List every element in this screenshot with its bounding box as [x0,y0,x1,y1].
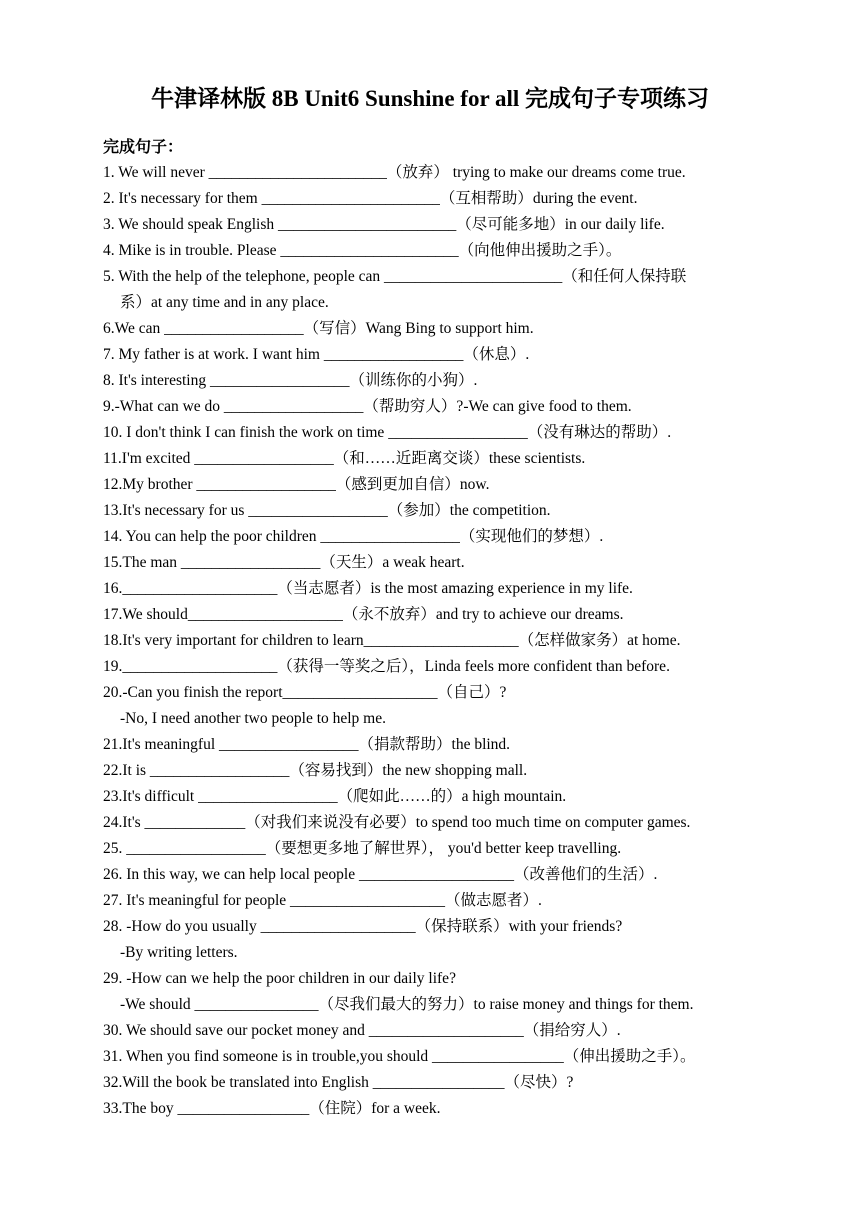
exercise-line-continuation: 系）at any time and in any place. [120,294,329,311]
exercise-line: 15.The man __________________（天生）a weak heart. [103,554,465,571]
exercise-line: 6.We can __________________（写信）Wang Bing to support him. [103,320,534,337]
exercise-line: 25. __________________（要想更多地了解世界）， you'd better keep travelling. [103,840,622,857]
exercise-line: 7. My father is at work. I want him __________________（休息）. [103,346,530,363]
exercise-line: 24.It's _____________（对我们来说没有必要）to spend too much time on computer games. [103,814,691,831]
exercise-line: 21.It's meaningful __________________（捐款帮助）the blind. [103,736,511,753]
exercise-line-answer: -We should ________________（尽我们最大的努力）to raise money and things for them. [120,996,694,1013]
exercise-line: 2. It's necessary for them _______________________（互相帮助）during the event. [103,190,638,207]
exercise-line: 14. You can help the poor children __________________（实现他们的梦想）. [103,528,604,545]
exercise-line: 27. It's meaningful for people ____________________（做志愿者）. [103,892,542,909]
exercise-list [103,160,763,1122]
exercise-line: 10. I don't think I can finish the work on time __________________（没有琳达的帮助）. [103,424,672,441]
exercise-line: 32.Will the book be translated into English _________________（尽快）? [103,1074,574,1091]
exercise-line: 4. Mike is in trouble. Please _______________________（向他伸出援助之手）。 [103,242,622,259]
exercise-line: 31. When you find someone is in trouble,you should _________________（伸出援助之手）。 [103,1048,696,1065]
exercise-line: 33.The boy _________________（住院）for a week. [103,1100,441,1117]
exercise-line: 28. -How do you usually ____________________（保持联系）with your friends? [103,918,623,935]
exercise-line: 17.We should____________________（永不放弃）and try to achieve our dreams. [103,606,624,623]
exercise-line: 8. It's interesting __________________（训练你的小狗）. [103,372,478,389]
exercise-line: 5. With the help of the telephone, people can _______________________（和任何人保持联 [103,268,687,285]
exercise-line-answer: -No, I need another two people to help me. [120,710,386,727]
exercise-line: 19.____________________（获得一等奖之后），Linda feels more confident than before. [103,658,670,675]
exercise-line: 22.It is __________________（容易找到）the new shopping mall. [103,762,528,779]
exercise-line: 3. We should speak English _______________________（尽可能多地）in our daily life. [103,216,665,233]
exercise-line: 26. In this way, we can help local people ____________________（改善他们的生活）. [103,866,658,883]
section-heading: 完成句子： [103,139,184,156]
exercise-line: 23.It's difficult __________________（爬如此……的）a high mountain. [103,788,567,805]
exercise-line: 12.My brother __________________（感到更加自信）now. [103,476,490,493]
exercise-line: 9.-What can we do __________________（帮助穷人）?-We can give food to them. [103,398,632,415]
exercise-line: 30. We should save our pocket money and ____________________（捐给穷人）. [103,1022,621,1039]
exercise-line-answer: -By writing letters. [120,944,238,961]
exercise-line: 20.-Can you finish the report____________________（自己）? [103,684,507,701]
exercise-line: 11.I'm excited __________________（和……近距离交谈）these scientists. [103,450,586,467]
exercise-line: 16.____________________（当志愿者）is the most amazing experience in my life. [103,580,633,597]
exercise-line: 29. -How can we help the poor children in our daily life? [103,970,456,987]
document-title: 牛津译林版 8B Unit6 Sunshine for all 完成句子专项练习 [150,86,710,111]
exercise-line: 1. We will never _______________________（放弃） trying to make our dreams come true. [103,164,686,181]
exercise-line: 18.It's very important for children to learn____________________（怎样做家务）at home. [103,632,681,649]
exercise-line: 13.It's necessary for us __________________（参加）the competition. [103,502,551,519]
